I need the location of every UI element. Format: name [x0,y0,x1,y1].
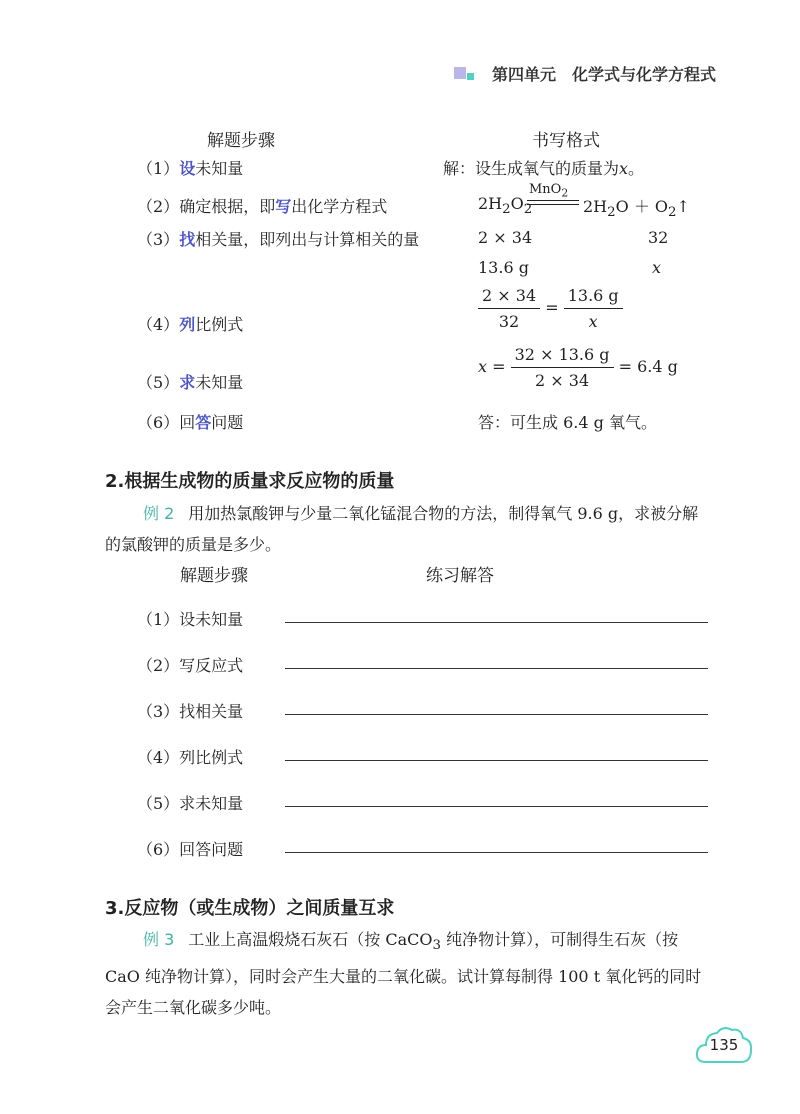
answer-line-1[interactable] [285,622,708,623]
step-2: （2）确定根据，即写出化学方程式 [137,197,388,216]
practice-step-3: （3）找相关量 [137,702,244,721]
header-mark-teal [467,73,474,80]
header-mark-lilac [454,67,466,79]
equals-bar-bottom [527,204,579,205]
example-2-text: 例 2 用加热氯酸钾与少量二氧化锰混合物的方法，制得氧气 9.6 g，求被分解的氯酸钾的质量是多少。 [105,504,699,554]
practice-step-6: （6）回答问题 [137,840,244,859]
fraction-right: $\frac{13.6 g}{x}$ [564,286,623,331]
step-3: （3）找相关量，即列出与计算相关的量 [137,230,420,249]
column-header-answer: 练习解答 [426,566,494,586]
column-header-steps: 解题步骤 [207,131,275,151]
answer-line-2[interactable] [285,668,708,669]
given-mass-right: x [652,258,662,277]
given-mass-left: 13.6 g [478,258,529,277]
page-number: 135 [709,1036,739,1054]
catalyst-label: MnO$_2$ [529,182,569,200]
running-header: 第四单元 化学式与化学方程式 [492,65,717,84]
answer-line-6[interactable] [285,852,708,853]
relative-mass-left: 2 × 34 [478,228,533,247]
example-3-text: 例 3 工业上高温煅烧石灰石（按 CaCO$_3$ 纯净物计算），可制得生石灰（按 CaO 纯净物计算），同时会产生大量的二氧化碳。试计算每制得 100 t 氧化钙的同时会产生二氧化碳多少吨。 [105,930,702,1018]
proportion-equation: $\frac{2 \times 34}{32}$ = $\frac{13.6 g}{x}$ [478,286,623,331]
practice-step-1: （1）设未知量 [137,610,244,629]
step-4: （4）列比例式 [137,315,244,334]
step-1: （1）设未知量 [137,159,244,178]
column-header-format: 书写格式 [532,131,600,151]
step-5: （5）求未知量 [137,373,244,392]
fraction-solve: $\frac{32 \times 13.6 g}{2 \times 34}$ [511,345,614,390]
practice-step-2: （2）写反应式 [137,656,244,675]
relative-mass-right: 32 [648,228,669,247]
answer-line: 答：可生成 6.4 g 氧气。 [478,413,657,432]
page-number-badge [694,1022,754,1066]
step-6: （6）回答问题 [137,413,244,432]
section-3-title: 3.反应物（或生成物）之间质量互求 [105,898,395,919]
column-header-steps-2: 解题步骤 [180,566,248,586]
equals-bar-top [527,200,579,201]
gas-arrow-icon: ↑ [676,197,690,216]
answer-line-5[interactable] [285,806,708,807]
practice-step-4: （4）列比例式 [137,748,244,767]
solve-equation: x = $\frac{32 \times 13.6 g}{2 \times 34}$ = 6.4 g [478,345,678,390]
answer-line-3[interactable] [285,714,708,715]
fraction-left: $\frac{2 \times 34}{32}$ [478,286,540,331]
section-2-title: 2.根据生成物的质量求反应物的质量 [105,471,395,492]
equation-products: $2H_2O$ ＋ $O_2↑$ [583,197,690,221]
answer-line-4[interactable] [285,760,708,761]
format-line-let: 解：设生成氧气的质量为x。 [443,159,645,178]
practice-step-5: （5）求未知量 [137,794,244,813]
chemical-equation: $2H_2O_2$ [478,194,533,218]
